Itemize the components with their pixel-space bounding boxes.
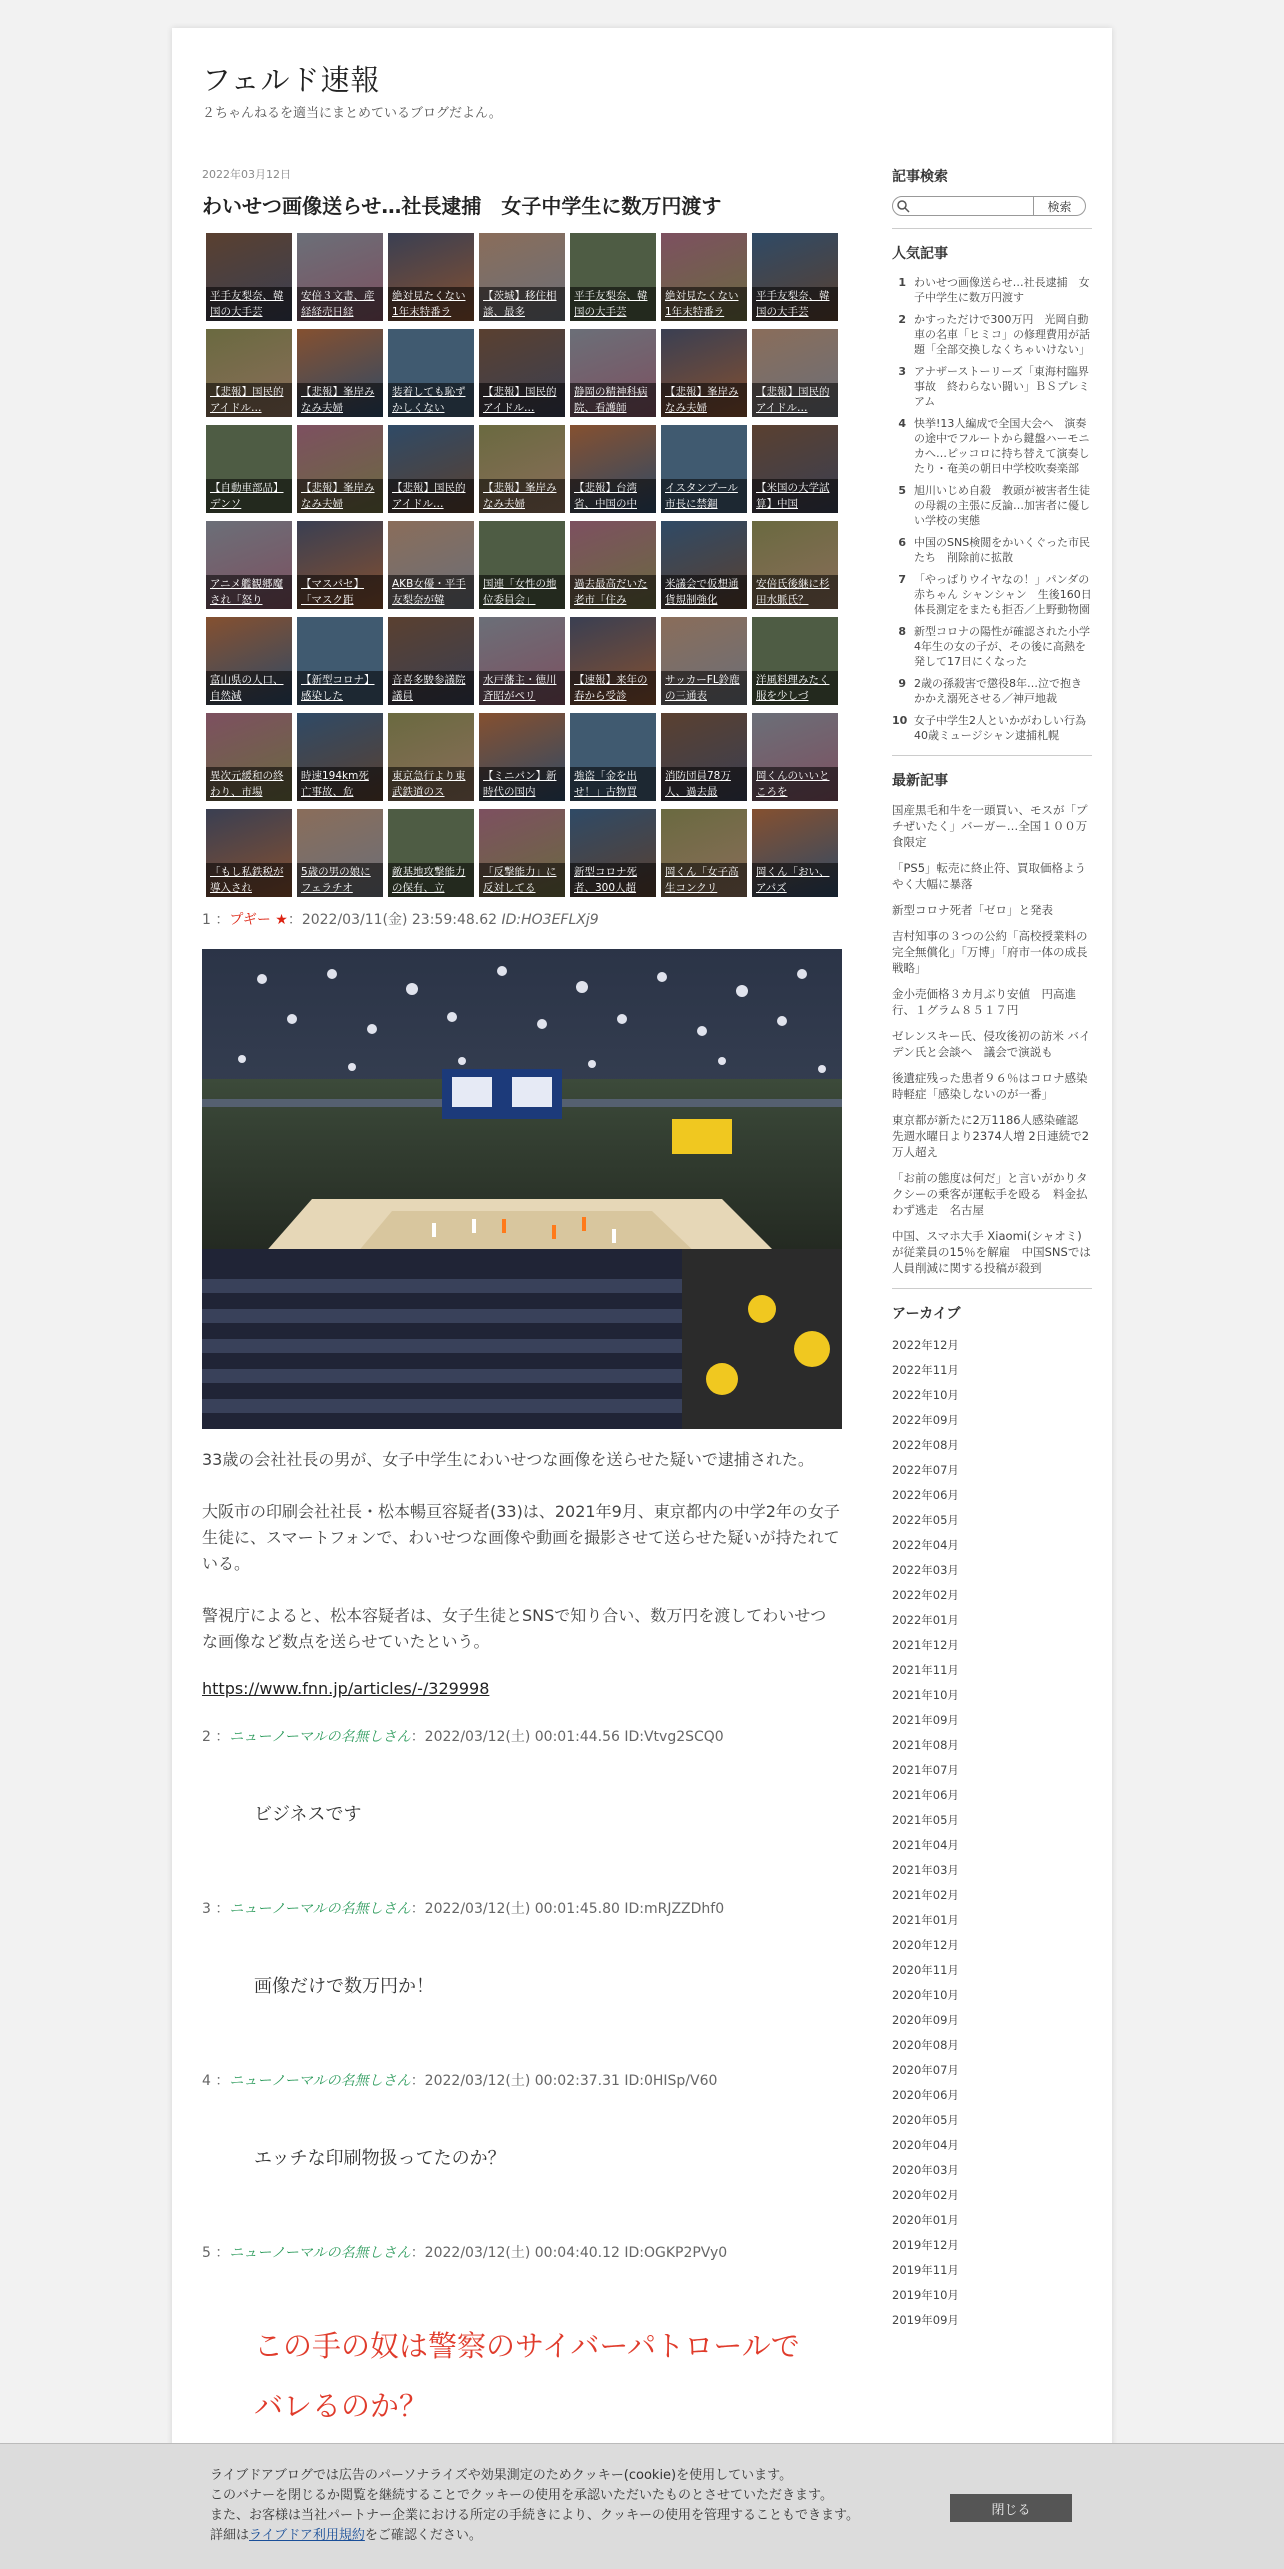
thumbnail-caption: 新型コロナ死者、300人超: [570, 863, 656, 897]
related-thumbnail[interactable]: [479, 233, 565, 321]
thumbnail-caption: 【悲報】台湾省、中国の中: [570, 479, 656, 513]
archive-month-link[interactable]: 2019年12月: [892, 2238, 959, 2252]
related-thumbnail[interactable]: [752, 809, 838, 897]
thumbnail-caption: 装着しても恥ずかしくない: [388, 383, 474, 417]
popular-item[interactable]: [892, 676, 1092, 706]
thumbnail-caption: 【自動車部品】デンソ: [206, 479, 292, 513]
popular-item-title: 快挙!13人編成で全国大会へ 演奏の途中でフルートから鍵盤ハーモニカへ…ピッコロに持ち替えて演奏したり・奄美の朝日中学校吹奏楽部: [914, 417, 1090, 475]
post-timestamp: ：2022/03/12(土) 00:01:45.80 ID:mRJZZDhf0: [410, 1901, 725, 1917]
related-thumbnail[interactable]: [206, 425, 292, 513]
related-thumbnail[interactable]: [661, 329, 747, 417]
related-thumbnail[interactable]: [388, 329, 474, 417]
terms-link[interactable]: ライブドア利用規約: [249, 2528, 365, 2543]
popular-item[interactable]: [892, 483, 1092, 528]
article-paragraph-2: 大阪市の印刷会社社長・松本暢亘容疑者(33)は、2021年9月、東京都内の中学2年の女子生徒に、スマートフォンで、わいせつな画像や動画を撮影させて送らせた疑いが持たれている。: [202, 1502, 840, 1573]
cookie-line: このバナーを閉じるか閲覧を継続することでクッキーの使用を承認いただいたものとさせていただきます。: [210, 2488, 833, 2503]
related-thumbnail[interactable]: [206, 713, 292, 801]
thumbnail-caption: 強盗「金を出せ！」古物買: [570, 767, 656, 801]
recent-item[interactable]: 金小売価格３カ月ぶり安値 円高進行、１グラム８５１７円: [892, 987, 1076, 1017]
post-number: 2: [202, 1729, 211, 1745]
archive-month-link[interactable]: 2022年04月: [892, 1538, 959, 1552]
thumbnail-caption: 洋風料理みたく服を少しづ: [752, 671, 838, 705]
popular-item-title: アナザーストーリーズ「東海村臨界事故 終わらない闘い」ＢＳプレミアム: [914, 365, 1090, 408]
thumbnail-caption: 東京急行より東武鉄道のス: [388, 767, 474, 801]
archive-month-link[interactable]: 2022年06月: [892, 1488, 959, 1502]
archive-month-link[interactable]: 2022年03月: [892, 1563, 959, 1577]
thumbnail-caption: 異次元緩和の終わり、市場: [206, 767, 292, 801]
reply-3-header: 3 ：ニューノーマルの名無しさん：2022/03/12(土) 00:01:45.80 ID:mRJZZDhf0: [202, 1901, 725, 1917]
popular-item-title: 旭川いじめ自殺 教頭が被害者生徒の母親の主張に反論…加害者に優しい学校の実態: [914, 484, 1090, 527]
thumbnail-caption: 【速報】来年の春から受診: [570, 671, 656, 705]
cookie-text-prefix: 詳細は: [210, 2528, 250, 2543]
post-separator: ：: [215, 912, 230, 928]
archive-month-link[interactable]: 2021年10月: [892, 1688, 959, 1702]
thumbnail-caption: 【悲報】国民的アイドル…: [206, 383, 292, 417]
thumbnail-caption: 米議会で仮想通貨規制強化: [661, 575, 747, 609]
related-thumbnail[interactable]: [752, 425, 838, 513]
archive-month-link[interactable]: 2022年12月: [892, 1338, 959, 1352]
archive-month-link[interactable]: 2020年08月: [892, 2038, 959, 2052]
related-thumbnail[interactable]: [752, 233, 838, 321]
cookie-banner: [0, 2443, 1284, 2569]
popular-item-title: 中国のSNS検閲をかいくぐった市民たち 削除前に拡散: [914, 536, 1090, 564]
archive-month-link[interactable]: 2020年11月: [892, 1963, 959, 1977]
thumbnail-caption: 「反撃能力」に反対してる: [479, 863, 565, 897]
related-thumbnail[interactable]: [570, 329, 656, 417]
archive-month-link[interactable]: 2021年09月: [892, 1713, 959, 1727]
related-thumbnail[interactable]: [661, 521, 747, 609]
thumbnail-caption: 時速194km死亡事故、危: [297, 767, 383, 801]
popular-item[interactable]: [892, 713, 1097, 743]
post-timestamp: ：2022/03/12(土) 00:01:44.56 ID:Vtvg2SCQ0: [410, 1729, 724, 1745]
related-thumbnail[interactable]: [752, 713, 838, 801]
thumbnail-caption: 【悲報】峯岸みなみ夫婦: [479, 479, 565, 513]
popular-item[interactable]: [892, 572, 1103, 617]
thumbnail-caption: 【悲報】国民的アイドル…: [752, 383, 838, 417]
archive-month-link[interactable]: 2021年05月: [892, 1813, 959, 1827]
popular-item[interactable]: [892, 416, 1092, 476]
archive-month-link[interactable]: 2020年07月: [892, 2063, 959, 2077]
thumbnail-caption: 【悲報】峯岸みなみ夫婦: [297, 383, 383, 417]
post-timestamp: ：2022/03/11(金) 23:59:48.62: [287, 912, 498, 928]
thumbnail-caption: 敵基地攻撃能力の保有、立: [388, 863, 474, 897]
related-thumbnail[interactable]: [206, 617, 292, 705]
archive-month-link[interactable]: 2022年10月: [892, 1388, 959, 1402]
article-date: 2022年03月12日: [202, 168, 291, 181]
related-thumbnail[interactable]: [570, 809, 656, 897]
related-thumbnail[interactable]: [297, 425, 383, 513]
related-thumbnail[interactable]: [661, 425, 747, 513]
related-thumbnails-grid: [206, 233, 842, 897]
thumbnail-caption: 【悲報】峯岸みなみ夫婦: [297, 479, 383, 513]
archive-month-link[interactable]: 2020年12月: [892, 1938, 959, 1952]
thumbnail-caption: 過去最高だいた老市「住み: [570, 575, 656, 609]
related-thumbnail[interactable]: [206, 521, 292, 609]
related-thumbnail[interactable]: [752, 521, 838, 609]
related-thumbnail[interactable]: [570, 233, 656, 321]
cookie-text-suffix: をご確認ください。: [364, 2528, 482, 2543]
related-thumbnail[interactable]: [297, 713, 383, 801]
related-thumbnail[interactable]: [570, 425, 656, 513]
thumbnail-caption: サッカーFL鈴鹿の三通表: [661, 671, 747, 705]
poster-name: プギー ★: [229, 912, 288, 928]
thumbnail-caption: 岡くんのいいところを: [752, 767, 838, 801]
archive-month-link[interactable]: 2020年01月: [892, 2213, 959, 2227]
popular-rank: 6: [898, 536, 906, 549]
post-number: 5: [202, 2245, 211, 2261]
related-thumbnail[interactable]: [570, 617, 656, 705]
thumbnail-caption: 絶対見たくない1年末特番ラ: [661, 287, 747, 321]
article-title[interactable]: わいせつ画像送らせ…社長逮捕 女子中学生に数万円渡す: [202, 194, 722, 218]
archive-month-link[interactable]: 2021年11月: [892, 1663, 959, 1677]
archive-month-link[interactable]: 2022年02月: [892, 1588, 959, 1602]
divider: [892, 1288, 1092, 1289]
source-link[interactable]: https://www.fnn.jp/articles/-/329998: [202, 1679, 490, 1698]
archive-month-link[interactable]: 2022年11月: [892, 1363, 959, 1377]
archive-month-link[interactable]: 2020年09月: [892, 2013, 959, 2027]
archive-month-link[interactable]: 2019年09月: [892, 2313, 959, 2327]
related-thumbnail[interactable]: [661, 713, 747, 801]
cookie-line: また、お客様は当社パートナー企業における所定の手続きにより、クッキーの使用を管理することもできます。: [210, 2508, 859, 2523]
recent-item[interactable]: 後遺症残った患者９６％はコロナ感染時軽症「感染しないのが一番」: [892, 1071, 1088, 1101]
poster-name: ニューノーマルの名無しさん: [229, 2245, 411, 2261]
related-thumbnail[interactable]: [388, 521, 474, 609]
recent-item[interactable]: 東京都が新たに2万1186人感染確認 先週水曜日より2374人増 2日連続で2万人超え: [892, 1113, 1090, 1159]
page-container: [172, 28, 1112, 2568]
archive-month-link[interactable]: 2022年07月: [892, 1463, 959, 1477]
popular-rank: 5: [898, 484, 906, 497]
post-number: 3: [202, 1901, 211, 1917]
site-description: ２ちゃんねるを適当にまとめているブログだよん。: [202, 106, 502, 121]
popular-item[interactable]: [892, 312, 1092, 357]
related-thumbnail[interactable]: [570, 713, 656, 801]
popular-rank: 9: [898, 677, 906, 690]
thumbnail-caption: 静岡の精神科病院、看護師: [570, 383, 656, 417]
thumbnail-caption: 【悲報】国民的アイドル…: [479, 383, 565, 417]
search-heading: 記事検索: [892, 169, 948, 185]
thumbnail-caption: 音喜多駿参議院議員: [388, 671, 474, 705]
popular-rank: 7: [898, 573, 906, 586]
archive-month-link[interactable]: 2021年07月: [892, 1763, 959, 1777]
thumbnail-caption: 絶対見たくない1年末特番ラ: [388, 287, 474, 321]
search-form: [892, 196, 1092, 216]
post-timestamp: ：2022/03/12(土) 00:02:37.31 ID:0HISp/V60: [410, 2073, 718, 2089]
popular-item-title: 「やっぱりウイヤなの！」パンダの赤ちゃん シャンシャン 生後160日 体長測定をまたも拒否／上野動物園: [914, 573, 1103, 616]
recent-heading: 最新記事: [892, 773, 948, 789]
thumbnail-caption: 国連「女性の地位委員会」: [479, 575, 565, 609]
popular-rank: 10: [892, 714, 908, 727]
popular-rank: 8: [898, 625, 906, 638]
related-thumbnail[interactable]: [388, 233, 474, 321]
related-thumbnail[interactable]: [297, 329, 383, 417]
related-thumbnail[interactable]: [297, 617, 383, 705]
popular-item-title: 新型コロナの陽性が確認された小学4年生の女の子が、その後に高熱を発して17日にくなった: [914, 625, 1090, 668]
cookie-close-button[interactable]: 閉じる: [950, 2494, 1072, 2522]
archive-month-link[interactable]: 2021年06月: [892, 1788, 959, 1802]
post-timestamp: ：2022/03/12(土) 00:04:40.12 ID:OGKP2PVy0: [410, 2245, 728, 2261]
reply-2-header: 2 ：ニューノーマルの名無しさん：2022/03/12(土) 00:01:44.56 ID:Vtvg2SCQ0: [202, 1729, 724, 1745]
thumbnail-caption: 【悲報】峯岸みなみ夫婦: [661, 383, 747, 417]
recent-list: [892, 802, 1092, 1276]
archive-month-link[interactable]: 2019年11月: [892, 2263, 959, 2277]
related-thumbnail[interactable]: [479, 425, 565, 513]
archive-month-link[interactable]: 2021年12月: [892, 1638, 959, 1652]
popular-list: [892, 275, 1103, 743]
recent-item[interactable]: 「PS5」転売に終止符、買取価格ようやく大幅に暴落: [892, 861, 1087, 891]
site-title[interactable]: フェルド速報: [202, 63, 381, 97]
cookie-text: [210, 2466, 859, 2546]
post-id: ID:HO3EFLXj9: [501, 912, 599, 928]
popular-rank: 2: [898, 313, 906, 326]
archive-month-link[interactable]: 2021年01月: [892, 1913, 959, 1927]
divider: [892, 755, 1092, 756]
related-thumbnail[interactable]: [206, 809, 292, 897]
archive-month-link[interactable]: 2020年06月: [892, 2088, 959, 2102]
search-input[interactable]: [892, 196, 1034, 216]
popular-item[interactable]: [892, 275, 1092, 305]
recent-item[interactable]: 「お前の態度は何だ」と言いがかりタクシーの乗客が運転手を殴る 料金払わず逃走 名古屋: [892, 1171, 1088, 1217]
thumbnail-caption: 【マスパセ】「マスク距: [297, 575, 383, 609]
related-thumbnail[interactable]: [297, 521, 383, 609]
thumbnail-caption: 岡くん「女子高生コンクリ: [661, 863, 747, 897]
poster-name: ニューノーマルの名無しさん: [229, 1901, 411, 1917]
related-thumbnail[interactable]: [388, 425, 474, 513]
related-thumbnail[interactable]: [479, 809, 565, 897]
archive-month-link[interactable]: 2021年04月: [892, 1838, 959, 1852]
thumbnail-caption: 【米国の大学試算】中国: [752, 479, 838, 513]
popular-heading: 人気記事: [892, 246, 948, 262]
archive-month-link[interactable]: 2021年03月: [892, 1863, 959, 1877]
related-thumbnail[interactable]: [206, 329, 292, 417]
popular-rank: 3: [898, 365, 906, 378]
poster-name: ニューノーマルの名無しさん: [229, 1729, 411, 1745]
related-thumbnail[interactable]: [570, 521, 656, 609]
thumbnail-caption: 安倍３文書、産経経売日経: [297, 287, 383, 321]
popular-item-title: 女子中学生2人といかがわしい行為 40歳ミュージシャン逮捕札幌: [914, 714, 1097, 742]
article-paragraph-3: 警視庁によると、松本容疑者は、女子生徒とSNSで知り合い、数万円を渡してわいせつな画像など数点を送らせていたという。: [202, 1606, 827, 1651]
archive-month-link[interactable]: 2020年03月: [892, 2163, 959, 2177]
archive-month-link[interactable]: 2021年08月: [892, 1738, 959, 1752]
main-column: [202, 166, 842, 2436]
related-thumbnail[interactable]: [388, 809, 474, 897]
archive-month-link[interactable]: 2021年02月: [892, 1888, 959, 1902]
popular-rank: 4: [898, 417, 906, 430]
popular-item[interactable]: [892, 624, 1092, 669]
first-post-header: [202, 909, 842, 929]
related-thumbnail[interactable]: [479, 521, 565, 609]
thumbnail-caption: 【ミニパン】新時代の国内: [479, 767, 565, 801]
related-thumbnail[interactable]: [479, 713, 565, 801]
archive-month-link[interactable]: 2022年08月: [892, 1438, 959, 1452]
thumbnail-caption: イスタンブール市長に禁錮: [661, 479, 747, 513]
divider: [892, 228, 1092, 229]
thumbnail-caption: 水戸藩主・徳川斉昭がペリ: [479, 671, 565, 705]
related-thumbnail[interactable]: [479, 617, 565, 705]
reply-3-body: 画像だけで数万円か！: [254, 1976, 434, 1997]
thumbnail-caption: 富山県の人口、自然減: [206, 671, 292, 705]
search-button[interactable]: 検索: [1034, 196, 1086, 216]
related-thumbnail[interactable]: [388, 617, 474, 705]
recent-item[interactable]: ゼレンスキー氏、侵攻後初の訪米 バイデン氏と会談へ 議会で演説も: [892, 1029, 1091, 1059]
related-thumbnail[interactable]: [297, 809, 383, 897]
recent-item[interactable]: 新型コロナ死者「ゼロ」と発表: [892, 903, 1053, 917]
archive-month-link[interactable]: 2020年04月: [892, 2138, 959, 2152]
thumbnail-caption: 平手友梨奈、韓国の大手芸: [752, 287, 838, 321]
related-thumbnail[interactable]: [297, 233, 383, 321]
archive-month-link[interactable]: 2020年02月: [892, 2188, 959, 2202]
archive-heading: アーカイブ: [892, 1306, 961, 1322]
thumbnail-caption: 「もし私鉄税が導入され: [206, 863, 292, 897]
related-thumbnail[interactable]: [661, 809, 747, 897]
reply-5-body: この手の奴は警察のサイバーパトロールでバレるのか？: [254, 2329, 800, 2423]
article-paragraph-1: 33歳の会社社長の男が、女子中学生にわいせつな画像を送らせた疑いで逮捕された。: [202, 1450, 814, 1469]
related-thumbnail[interactable]: [206, 233, 292, 321]
thumbnail-caption: 岡くん「おい、アパズ: [752, 863, 838, 897]
recent-item[interactable]: 吉村知事の３つの公約「高校授業料の完全無償化」「万博」「府市一体の成長戦略」: [892, 929, 1088, 975]
reply-4-body: エッチな印刷物扱ってたのか？: [254, 2148, 506, 2169]
archive-list: [892, 1333, 1092, 2333]
thumbnail-caption: 安倍氏後継に杉田水脈氏？: [752, 575, 838, 609]
archive-month-link[interactable]: 2020年05月: [892, 2113, 959, 2127]
thumbnail-caption: 平手友梨奈、韓国の大手芸: [570, 287, 656, 321]
popular-item-title: わいせつ画像送らせ…社長逮捕 女子中学生に数万円渡す: [914, 276, 1090, 304]
popular-item-title: かすっただけで300万円 光岡自動車の名車「ヒミコ」の修理費用が話題「全部交換しなくちゃいけない」: [914, 313, 1090, 356]
article-photo-basketball-arena: [202, 949, 842, 1429]
thumbnail-caption: 平手友梨奈、韓国の大手芸: [206, 287, 292, 321]
popular-item-title: 2歳の孫殺害で懲役8年…泣で抱きかかえ溺死させる／神戸地裁: [914, 677, 1082, 705]
reply-4-header: 4 ：ニューノーマルの名無しさん：2022/03/12(土) 00:02:37.31 ID:0HISp/V60: [202, 2073, 718, 2089]
popular-item[interactable]: [892, 364, 1092, 409]
popular-rank: 1: [898, 276, 906, 289]
post-number: 4: [202, 2073, 211, 2089]
poster-name: ニューノーマルの名無しさん: [229, 2073, 411, 2089]
related-thumbnail[interactable]: [479, 329, 565, 417]
cookie-line: [210, 2526, 859, 2546]
archive-month-link[interactable]: 2020年10月: [892, 1988, 959, 2002]
reply-2-body: ビジネスです: [254, 1804, 362, 1825]
popular-item[interactable]: [892, 535, 1092, 565]
recent-item[interactable]: 中国、スマホ大手 Xiaomi(シャオミ)が従業員の15％を解雇 中国SNSでは人員削減に関する投稿が殺到: [892, 1229, 1091, 1275]
related-thumbnail[interactable]: [752, 329, 838, 417]
thumbnail-caption: 消防団員78万人、過去最: [661, 767, 747, 801]
post-number: 1: [202, 912, 211, 928]
sidebar: [892, 166, 1103, 2333]
cookie-line: ライブドアブログでは広告のパーソナライズや効果測定のためクッキー(cookie)を使用しています。: [210, 2468, 793, 2483]
related-thumbnail[interactable]: [661, 617, 747, 705]
thumbnail-caption: 【新型コロナ】感染した: [297, 671, 383, 705]
thumbnail-caption: 【茨城】移住相談、最多: [479, 287, 565, 321]
related-thumbnail[interactable]: [388, 713, 474, 801]
related-thumbnail[interactable]: [661, 233, 747, 321]
thumbnail-caption: 【悲報】国民的アイドル…: [388, 479, 474, 513]
thumbnail-caption: AKB女優・平手友梨奈が韓: [388, 575, 474, 609]
archive-month-link[interactable]: 2022年09月: [892, 1413, 959, 1427]
archive-month-link[interactable]: 2022年01月: [892, 1613, 959, 1627]
thumbnail-caption: 5歳の男の娘にフェラチオ: [297, 863, 383, 897]
thumbnail-caption: アニメ艦観郷魔され「怒り: [206, 575, 292, 609]
related-thumbnail[interactable]: [752, 617, 838, 705]
archive-month-link[interactable]: 2022年05月: [892, 1513, 959, 1527]
recent-item[interactable]: 国産黒毛和牛を一頭買い、モスが「プチぜいたく」バーガー…全国１００万食限定: [892, 803, 1088, 849]
reply-5-header: 5 ：ニューノーマルの名無しさん：2022/03/12(土) 00:04:40.12 ID:OGKP2PVy0: [202, 2245, 728, 2261]
arena-illustration: [202, 949, 842, 1429]
archive-month-link[interactable]: 2019年10月: [892, 2288, 959, 2302]
search-icon: [896, 199, 910, 213]
